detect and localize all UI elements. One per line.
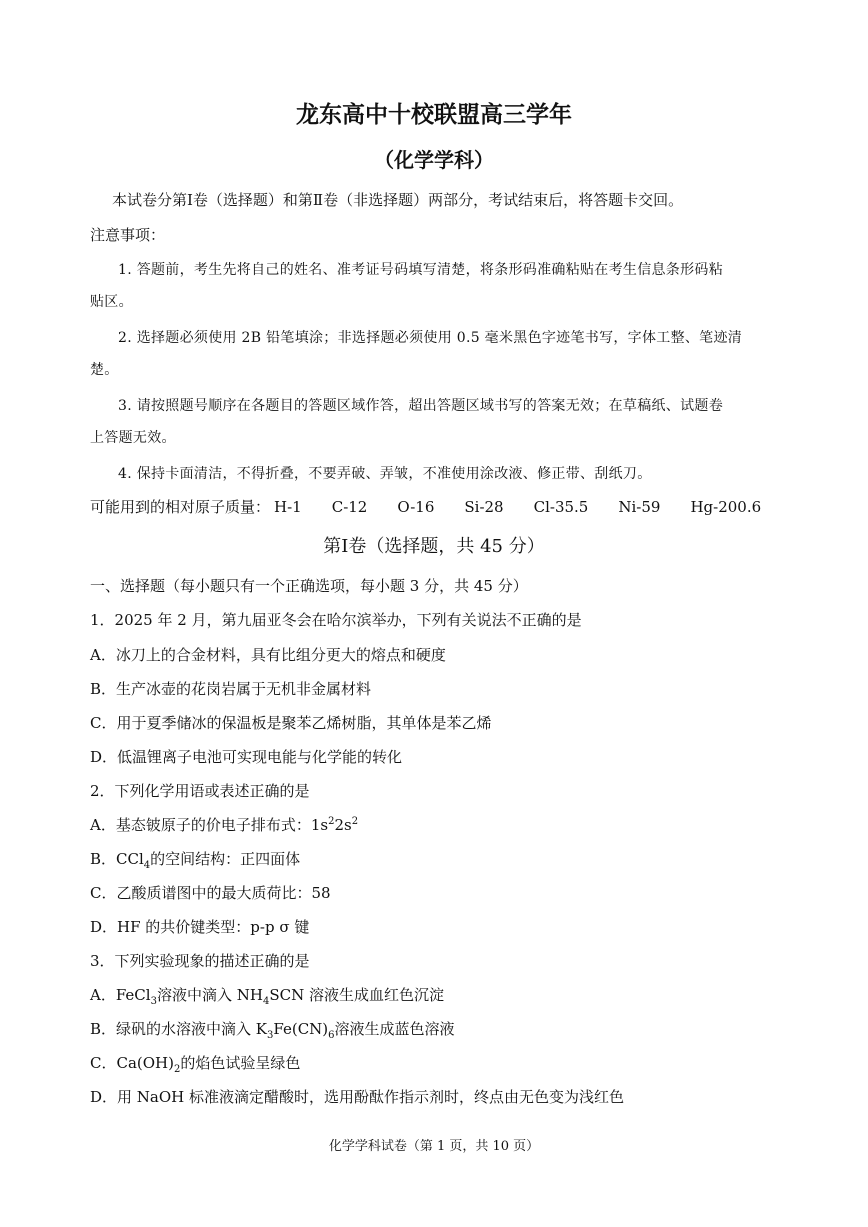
q2-a-text: A．基态铍原子的价电子排布式：1s xyxy=(90,816,329,834)
notice-1-line2: 贴区。 xyxy=(90,294,133,310)
atomic-mass-si: Si-28 xyxy=(464,498,504,516)
q2-a-mid: 2s xyxy=(334,816,352,834)
section1-heading: 一、选择题（每小题只有一个正确选项，每小题 3 分，共 45 分） xyxy=(90,577,528,595)
q2-a-sup2: 2 xyxy=(351,816,359,827)
q2-option-a xyxy=(90,815,358,835)
atomic-mass-c: C-12 xyxy=(331,498,368,516)
atomic-mass-row xyxy=(90,497,791,517)
q3-a-mid: 溶液中滴入 NH xyxy=(156,986,263,1004)
q2-b-sub: 4 xyxy=(143,860,151,871)
q2-b-text: B．CCl xyxy=(90,850,144,868)
q1-option-a: A．冰刀上的合金材料，具有比组分更大的熔点和硬度 xyxy=(90,646,446,664)
notice-3-line1: 3. 请按照题号顺序在各题目的答题区域作答，超出答题区域书写的答案无效；在草稿纸、试题卷 xyxy=(118,398,724,414)
q3-b-sub1: 3 xyxy=(267,1030,274,1041)
q3-a-sub1: 3 xyxy=(150,996,157,1007)
q2-option-c: C．乙酸质谱图中的最大质荷比：58 xyxy=(90,884,331,902)
notice-3-line2: 上答题无效。 xyxy=(90,430,176,446)
atomic-mass-cl: Cl-35.5 xyxy=(533,498,589,516)
exam-title: 龙东高中十校联盟高三学年 xyxy=(296,101,572,128)
q2-stem: 2．下列化学用语或表述正确的是 xyxy=(90,782,310,800)
q3-a-sub2: 4 xyxy=(262,996,270,1007)
q3-option-c xyxy=(90,1053,300,1073)
q3-option-a xyxy=(90,985,444,1005)
q3-b-sub2: 6 xyxy=(328,1030,335,1041)
q3-option-b xyxy=(90,1019,455,1039)
q3-b-text: B．绿矾的水溶液中滴入 K xyxy=(90,1020,267,1038)
notice-heading: 注意事项： xyxy=(90,226,166,244)
q3-a-text: A．FeCl xyxy=(90,986,151,1004)
q3-c-sub: 2 xyxy=(173,1064,181,1075)
atomic-mass-ni: Ni-59 xyxy=(618,498,661,516)
atomic-mass-label: 可能用到的相对原子质量： xyxy=(90,498,271,516)
q1-option-c: C．用于夏季储冰的保温板是聚苯乙烯树脂，其单体是苯乙烯 xyxy=(90,714,492,732)
notice-2-line2: 楚。 xyxy=(90,362,119,378)
q3-stem: 3．下列实验现象的描述正确的是 xyxy=(90,952,310,970)
q2-a-sup1: 2 xyxy=(328,816,335,827)
notice-2-line1: 2. 选择题必须使用 2B 铅笔填涂；非选择题必须使用 0.5 毫米黑色字迹笔书写，字体工整、笔迹清 xyxy=(118,330,743,346)
atomic-mass-o: O-16 xyxy=(397,498,435,516)
q1-option-b: B．生产冰壶的花岗岩属于无机非金属材料 xyxy=(90,680,372,698)
q1-option-d: D．低温锂离子电池可实现电能与化学能的转化 xyxy=(90,748,403,766)
part1-title: 第Ⅰ卷（选择题，共 45 分） xyxy=(323,536,545,557)
q2-b-post: 的空间结构：正四面体 xyxy=(150,850,301,868)
q3-option-d: D．用 NaOH 标准液滴定醋酸时，选用酚酞作指示剂时，终点由无色变为浅红色 xyxy=(90,1088,625,1106)
exam-subtitle: （化学学科） xyxy=(374,148,494,172)
q3-c-post: 的焰色试验呈绿色 xyxy=(180,1054,301,1072)
q3-b-mid: Fe(CN) xyxy=(273,1020,329,1038)
q3-c-text: C．Ca(OH) xyxy=(90,1054,174,1072)
atomic-mass-h: H-1 xyxy=(274,498,302,516)
notice-1-line1: 1. 答题前，考生先将自己的姓名、准考证号码填写清楚，将条形码准确粘贴在考生信息条形码粘 xyxy=(118,262,724,278)
q3-b-post: 溶液生成蓝色溶液 xyxy=(334,1020,455,1038)
q1-stem: 1．2025 年 2 月，第九届亚冬会在哈尔滨举办，下列有关说法不正确的是 xyxy=(90,611,582,629)
intro-text: 本试卷分第Ⅰ卷（选择题）和第Ⅱ卷（非选择题）两部分，考试结束后，将答题卡交回。 xyxy=(112,191,684,209)
notice-4: 4. 保持卡面清洁，不得折叠，不要弄破、弄皱，不准使用涂改液、修正带、刮纸刀。 xyxy=(118,466,652,482)
atomic-mass-hg: Hg-200.6 xyxy=(690,498,762,516)
q3-a-post: SCN 溶液生成血红色沉淀 xyxy=(269,986,444,1004)
q2-option-d: D．HF 的共价键类型：p-p σ 键 xyxy=(90,918,310,936)
page-footer: 化学学科试卷（第 1 页，共 10 页） xyxy=(328,1139,540,1154)
q2-option-b xyxy=(90,849,300,869)
